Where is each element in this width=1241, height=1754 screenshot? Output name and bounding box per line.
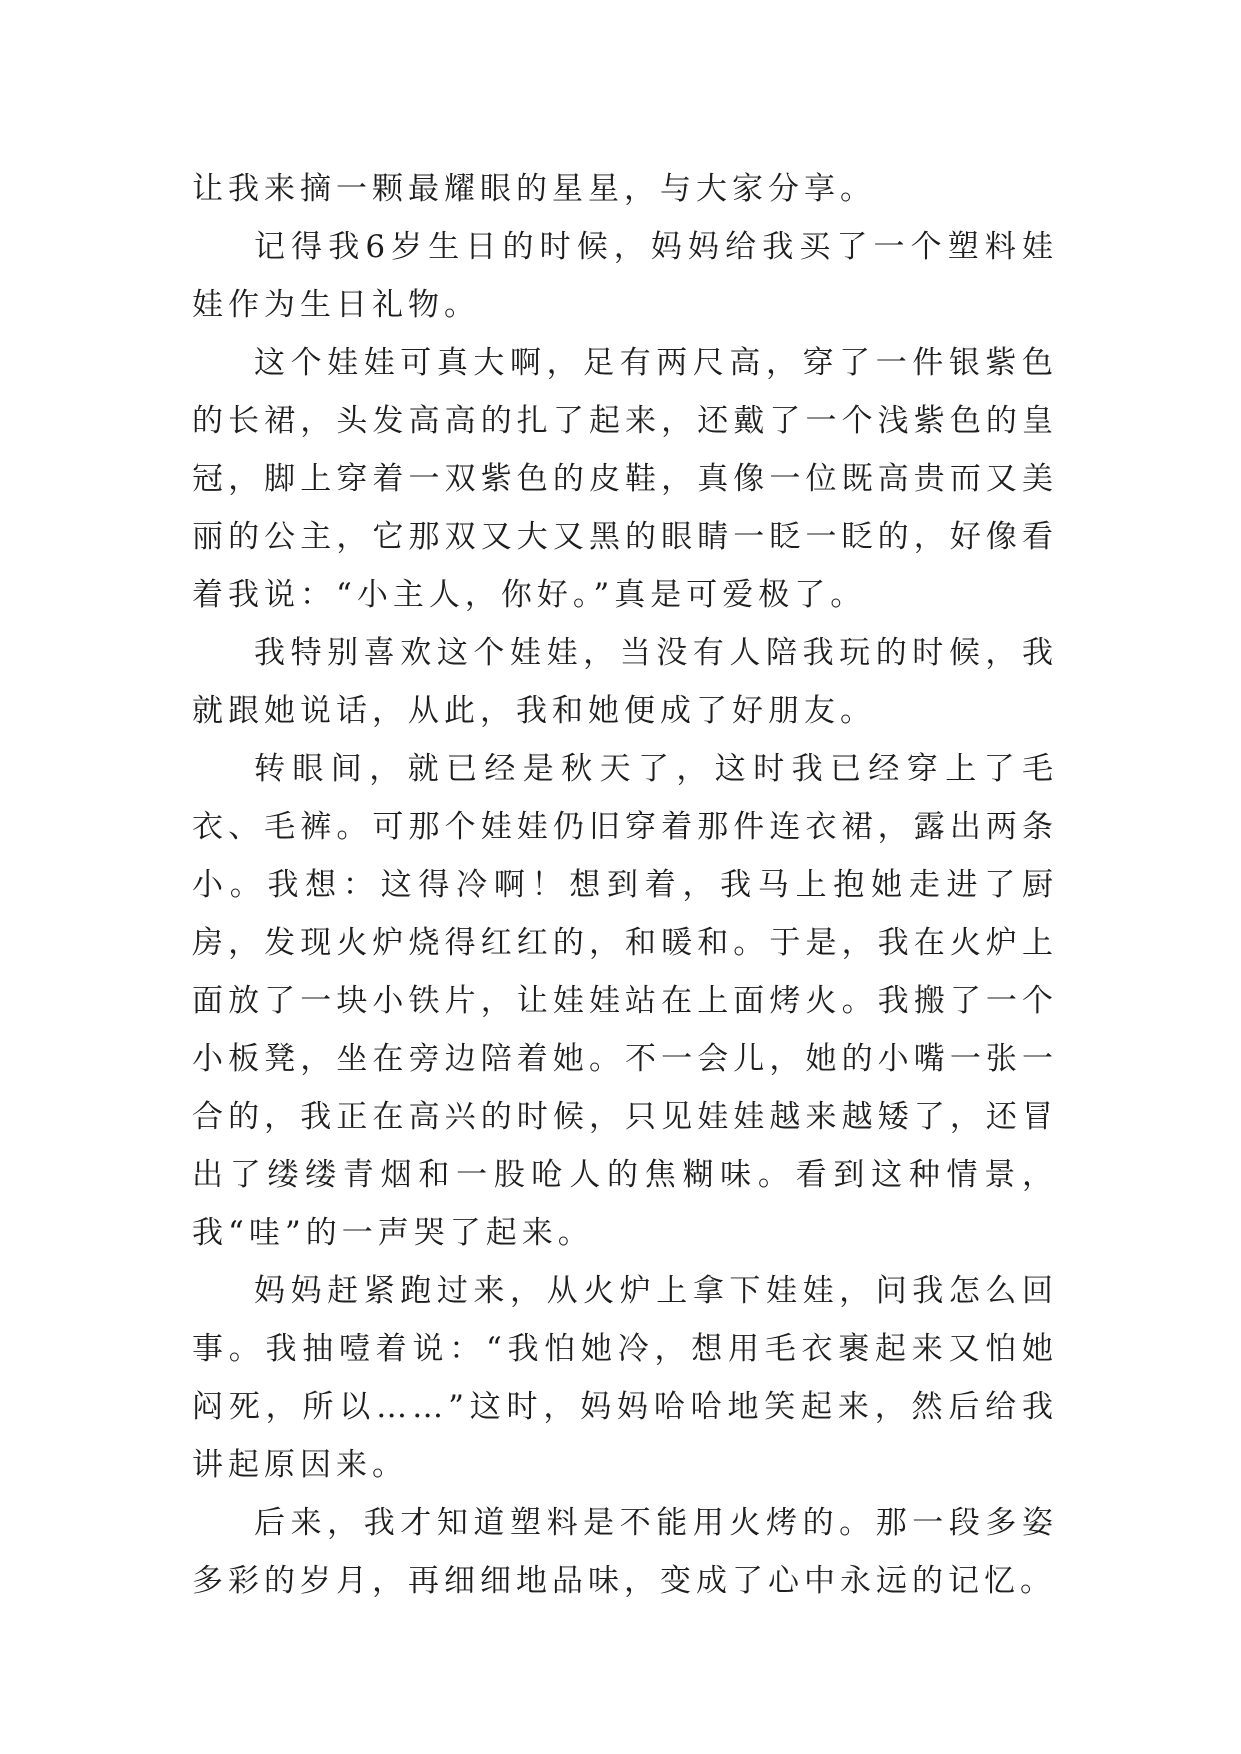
paragraph-4: 我特别喜欢这个娃娃，当没有人陪我玩的时候，我就跟她说话，从此，我和她便成了好朋友。 (192, 635, 1058, 729)
paragraph-5: 转眼间，就已经是秋天了，这时我已经穿上了毛衣、毛裤。可那个娃娃仍旧穿着那件连衣裙，露出两条小。我想：这得冷啊！想到着，我马上抱她走进了厨房，发现火炉烧得红红的，和暖和。于是，我在火炉上面放了一块小铁片，让娃娃站在上面烤火。我搬了一个小板凳，坐在旁边陪着她。不一会儿，她的小嘴一张一合的，我正在高兴的时候，只见娃娃越来越矮了，还冒出了缕缕青烟和一股呛人的焦糊味。看到这种情景，我“哇”的一声哭了起来。 (192, 751, 1058, 1251)
paragraph-2: 记得我6岁生日的时候，妈妈给我买了一个塑料娃娃作为生日礼物。 (192, 229, 1058, 323)
document-body (192, 160, 1058, 1610)
paragraph-6: 妈妈赶紧跑过来，从火炉上拿下娃娃，问我怎么回事。我抽噎着说：“我怕她冷，想用毛衣裹起来又怕她闷死，所以……”这时，妈妈哈哈地笑起来，然后给我讲起原因来。 (192, 1273, 1058, 1483)
paragraph-1: 让我来摘一颗最耀眼的星星，与大家分享。 (192, 171, 876, 207)
paragraph-3: 这个娃娃可真大啊，足有两尺高，穿了一件银紫色的长裙，头发高高的扎了起来，还戴了一个浅紫色的皇冠，脚上穿着一双紫色的皮鞋，真像一位既高贵而又美丽的公主，它那双又大又黑的眼睛一眨一眨的，好像看着我说：“小主人，你好。”真是可爱极了。 (192, 345, 1058, 613)
paragraph-7: 后来，我才知道塑料是不能用火烤的。那一段多姿多彩的岁月，再细细地品味，变成了心中永远的记忆。 (192, 1505, 1058, 1599)
